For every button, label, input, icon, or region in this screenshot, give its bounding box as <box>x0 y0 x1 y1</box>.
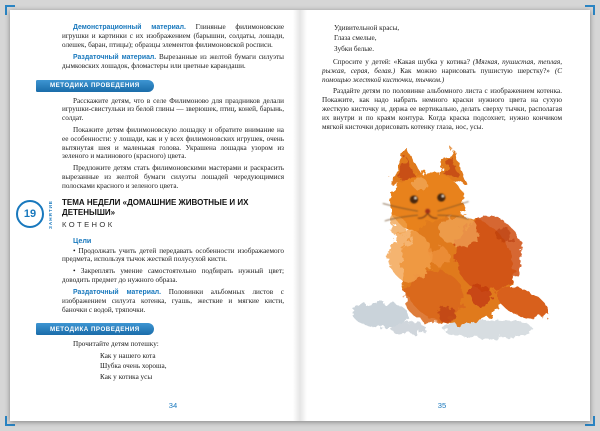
method-paragraph: Покажите детям филимоновскую лошадку и обратите внимание на ее особенности: у лошади, как и у всех филимоновских игрушек, очень вытянутая шея и маленькая голова. Украшена лошадка узором из зеленого и малинового (красного) цвета. <box>62 126 284 161</box>
page-right <box>300 10 590 421</box>
kitten-painting <box>340 141 568 341</box>
method-section-header: МЕТОДИКА ПРОВЕДЕНИЯ <box>36 80 154 92</box>
poem-line: Удивительной красы, <box>334 24 400 32</box>
page-left <box>10 10 300 421</box>
nursery-rhyme-continued <box>334 24 562 54</box>
goals-label: Цели <box>73 235 92 245</box>
instruction-paragraph: Раздайте детям по половинке альбомного листа с изображением котенка. Покажите, как надо набрать немного краски нужного цвета на сухую жесткую кисточку и, держа ее вертикально, делать сверху тычки, располагая их внутри и по краям контура. Когда краска подсохнет, нужно кончиком мягкой кисточки дорисовать котенку глаза, нос, усы. <box>322 87 562 131</box>
goal-item: • Продолжать учить детей передавать особенности изображаемого предмета, используя тычок жесткой полусухой кисти. <box>62 246 284 264</box>
intro-line: Прочитайте детям потешку: <box>73 340 159 349</box>
page-number-right: 35 <box>437 401 447 410</box>
kitten-painting-svg <box>340 141 568 341</box>
lesson-word-vertical: ЗАНЯТИЕ <box>48 200 53 229</box>
page-number-left: 34 <box>168 401 178 410</box>
demo-material-label: Демонстрационный материал. <box>73 24 186 31</box>
method-paragraph: Расскажите детям, что в селе Филимоново для праздников делали игрушки-свистульки из белой глины — зверюшек, птиц, коней, барынь, солдат. <box>62 96 284 123</box>
poem-line: Глаза смелые, <box>334 34 377 43</box>
handout-material-label: Раздаточный материал. <box>73 53 157 61</box>
lesson-heading-block <box>23 197 284 232</box>
ask-children-paragraph <box>322 58 562 84</box>
book-spread <box>10 10 590 421</box>
handout-material-text: Вырезанные из желтой бумаги силуэты дымковских лошадок, фломастеры или цветные карандаши. <box>62 52 285 71</box>
handout-material-paragraph-2 <box>62 288 284 315</box>
ask-answers-italic: (Мягкая, пушистая, теплая, рыжая, серая, белая.) <box>322 58 563 75</box>
demo-material-paragraph <box>62 23 284 50</box>
ask-prefix: Спросите у детей: «Какая шубка у котика? <box>333 58 473 67</box>
lesson-title: ТЕМА НЕДЕЛИ «ДОМАШНИЕ ЖИВОТНЫЕ И ИХ ДЕТЕНЫШИ» <box>62 197 249 217</box>
handout-material-label-2: Раздаточный материал. <box>73 288 162 296</box>
poem-line: Как у нашего кота <box>100 351 156 360</box>
handout-material-text-2: Половинки альбомных листов с изображением силуэта котенка, гуашь, жесткие и мягкие кисти, баночки с водой, тряпочки. <box>62 287 284 314</box>
ask-middle: Как можно нарисовать пушистую шерстку?» <box>395 66 555 75</box>
lesson-number-badge: 19 <box>16 200 44 228</box>
lesson-subtitle: КОТЕНОК <box>62 219 115 229</box>
ask-technique-italic: (С помощью жесткой кисточки, тычком.) <box>322 66 562 84</box>
poem-line: Шубка очень хороша, <box>100 362 167 371</box>
demo-material-text: Глиняные филимоновские игрушки и картинки с их изображением (барышни, солдаты, лошади, олешек, баран, птицы); образцы элементов филимоновской росписи. <box>62 23 285 50</box>
goal-item: • Закреплять умение самостоятельно подбирать нужный цвет; доводить предмет до нужного образа. <box>62 267 284 284</box>
nursery-rhyme <box>100 352 284 382</box>
poem-line: Как у котика усы <box>100 372 153 381</box>
method-section-header-2: МЕТОДИКА ПРОВЕДЕНИЯ <box>36 323 154 335</box>
poem-line: Зубки белые. <box>334 44 375 53</box>
method-paragraph: Предложите детям стать филимоновскими мастерами и раскрасить вырезанные из желтой бумаги силуэты лошадей чередующимися полосками красного и зеленого цвета. <box>62 164 284 190</box>
handout-material-paragraph <box>62 53 284 71</box>
